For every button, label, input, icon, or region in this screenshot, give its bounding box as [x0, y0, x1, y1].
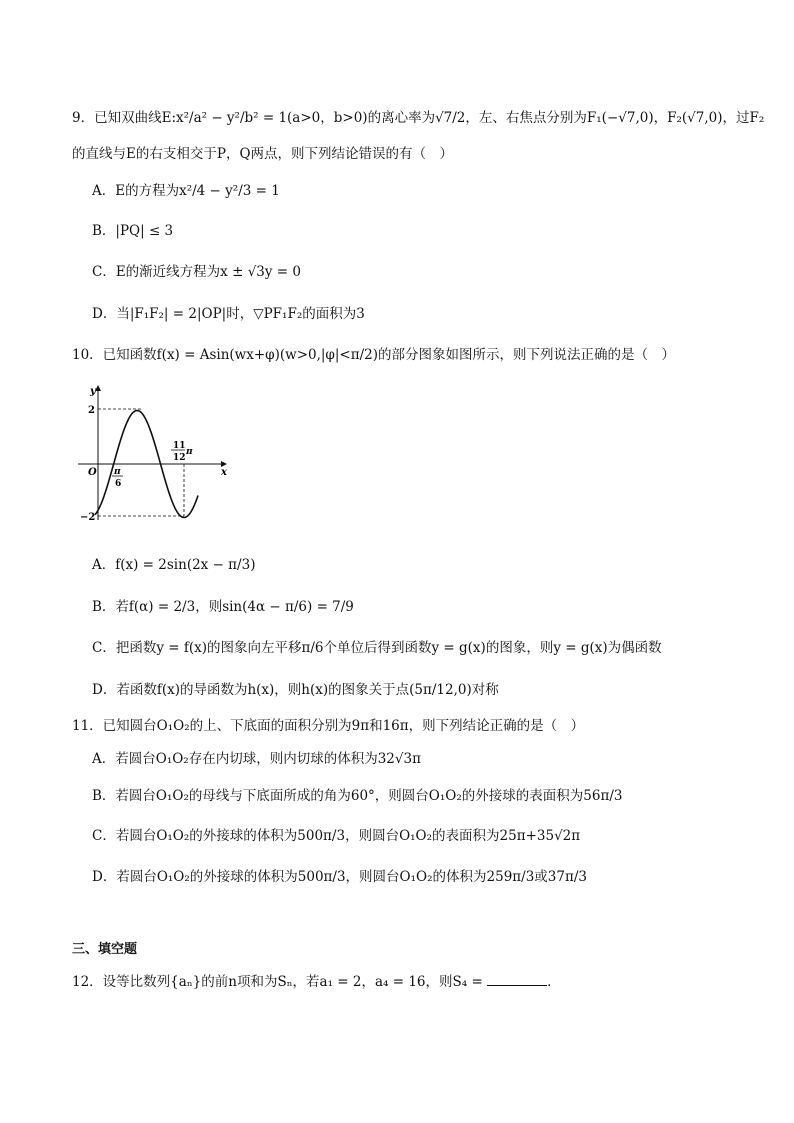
- q12-stem-text: 12．设等比数列{aₙ}的前n项和为Sₙ，若a₁ = 2，a₄ = 16，则S₄ =: [72, 974, 488, 990]
- q9-option-b: B．|PQ| ≤ 3: [92, 223, 174, 239]
- x-tick2-den: 12: [173, 453, 186, 463]
- q11-option-c: C．若圆台O₁O₂的外接球的体积为500π/3，则圆台O₁O₂的表面积为25π+35√2π: [92, 828, 581, 844]
- origin-label: O: [88, 467, 97, 478]
- x-tick1-num: π: [114, 467, 121, 477]
- y-axis-label: y: [90, 386, 96, 397]
- q11-stem: 11．已知圆台O₁O₂的上、下底面的面积分别为9π和16π，则下列结论正确的是（ ）: [72, 718, 585, 734]
- x-tick2-num: 11: [173, 441, 186, 451]
- x-axis-label: x: [221, 467, 227, 478]
- q12-stem: [72, 971, 561, 992]
- answer-blank[interactable]: [487, 971, 547, 986]
- q9-option-d: D．当|F₁F₂| = 2|OP|时，▽PF₁F₂的面积为3: [92, 306, 365, 322]
- q10-option-c: C．把函数y = f(x)的图象向左平移π/6个单位后得到函数y = g(x)的图象，则y = g(x)为偶函数: [92, 640, 662, 656]
- y-max-label: 2: [88, 405, 95, 416]
- q10-option-a: A．f(x) = 2sin(2x − π/3): [92, 557, 256, 573]
- q10-sine-graph: [74, 380, 234, 525]
- q9-option-c: C．E的渐近线方程为x ± √3y = 0: [92, 264, 301, 280]
- x-tick1-den: 6: [115, 479, 122, 489]
- q9-option-a: A．E的方程为x²/4 − y²/3 = 1: [92, 183, 280, 199]
- q12-stem-end: ．: [547, 974, 561, 990]
- q10-option-d: D．若函数f(x)的导函数为h(x)，则h(x)的图象关于点(5π/12,0)对称: [92, 682, 499, 698]
- q11-option-b: B．若圆台O₁O₂的母线与下底面所成的角为60°，则圆台O₁O₂的外接球的表面积为56π/3: [92, 788, 623, 804]
- q9-stem-line1: 9．已知双曲线E:x²/a² − y²/b² = 1(a>0，b>0)的离心率为√7/2，左、右焦点分别为F₁(−√7,0)，F₂(√7,0)，过F₂: [72, 110, 765, 126]
- q9-stem-line2: 的直线与E的右支相交于P，Q两点，则下列结论错误的有（ ）: [72, 146, 454, 162]
- q11-option-a: A．若圆台O₁O₂存在内切球，则内切球的体积为32√3π: [92, 751, 421, 767]
- x-tick2-pi: π: [186, 447, 193, 457]
- q10-stem: 10．已知函数f(x) = Asin(wx+φ)(w>0,|φ|<π/2)的部分图象如图所示，则下列说法正确的是（ ）: [72, 347, 676, 363]
- q10-option-b: B．若f(α) = 2/3，则sin(4α − π/6) = 7/9: [92, 599, 354, 615]
- q11-option-d: D．若圆台O₁O₂的外接球的体积为500π/3，则圆台O₁O₂的体积为259π/3或37π/3: [92, 869, 587, 885]
- y-min-label: −2: [80, 512, 96, 523]
- section-title-fill-in: 三、填空题: [72, 942, 138, 957]
